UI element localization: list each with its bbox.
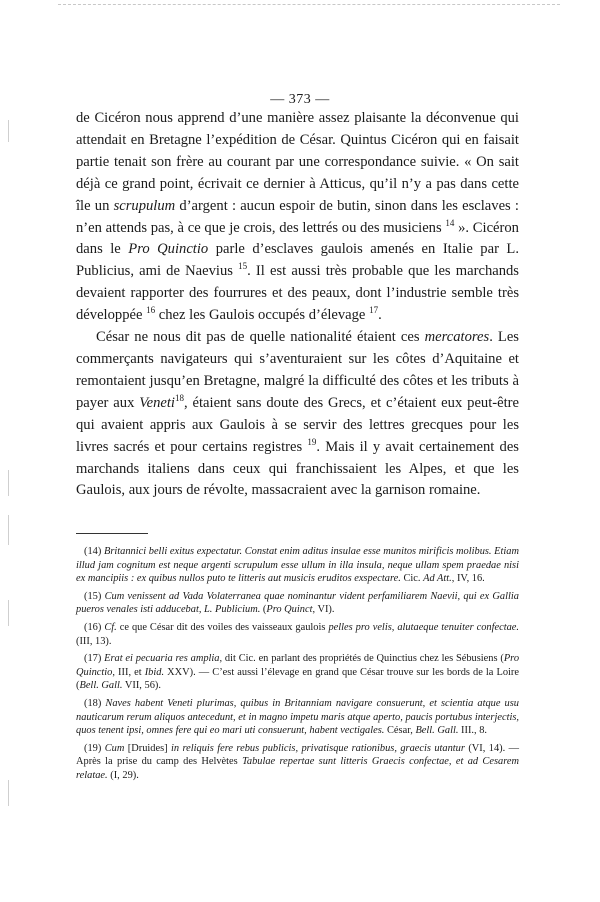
- page-number-value: 373: [288, 92, 312, 107]
- main-text: [76, 108, 519, 502]
- footnote-ref-16[interactable]: 16: [146, 305, 156, 316]
- scan-margin-mark: [8, 470, 9, 496]
- footnote-ref-17[interactable]: 17: [369, 305, 379, 316]
- footnote-19: (19) Cum [Druides] in reliquis fere rebus publicis, privatisque rationibus, graecis utantur (VI, 14). — Après la prise du camp des Helvètes Tabulae repertae sunt litteris Graecis confectae, et ad Cesarem relatae. (I, 29).: [76, 742, 519, 781]
- page-number-dash: —: [315, 92, 330, 107]
- footnote-ref-15[interactable]: 15: [238, 261, 248, 272]
- page-number-dash: —: [270, 92, 285, 107]
- page-number: [0, 92, 600, 108]
- footnote-15: (15) Cum venissent ad Vada Volaterranea quae nominantur vident perfamiliarem Naevii, qui ex Gallia pueros venales isti adducebat, L. Publicium. (Pro Quinct, VI).: [76, 590, 519, 616]
- footnote-18: (18) Naves habent Veneti plurimas, quibus in Britanniam navigare consuerunt, et scientia atque usu nauticarum rerum aliquos antecedunt, et in magno impetu maris atque aperto, paucis portubus interjectis, quos tenent ipsi, omnes fere qui eo mari uti consuerunt, habent vectigales. César, Bell. Gall. III., 8.: [76, 697, 519, 737]
- scan-margin-mark: [8, 120, 9, 142]
- footnotes: [76, 545, 519, 787]
- scan-top-edge: [58, 4, 560, 5]
- footnote-14: (14) Britannici belli exitus expectatur. Constat enim aditus insulae esse munitos mirificis molibus. Etiam illud jam cognitum est neque argenti scrupulum esse ullum in illa insula, neque ullam spem praedae nisi ex mancipiis : ex quibus nullos puto te litteris aut musicis eruditos exspectare. Cic. Ad Att., IV, 16.: [76, 546, 519, 585]
- paragraph-2: César ne nous dit pas de quelle nationalité étaient ces mercatores. Les commerçants navigateurs qui s’aventuraient sur les côtes d’Aquitaine et remontaient jusqu’en Bretagne, malgré la difficulté des côtes et les tributs à payer aux Veneti$^{18}$, étaient sans doute des Grecs, et c’étaient eux peut-être qui avaient appris aux Gaulois à se servir des lettres grecques pour les livres sacrés et pour certains registres $^{19}$. Mais il y avait certainement des marchands italiens dans ceux qui franchissaient les Alpes, et que les Gaulois, aux jours de révolte, massacraient avec la garnison romaine.: [76, 329, 520, 499]
- footnote-16: (16) Cf. ce que César dit des voiles des vaisseaux gaulois pelles pro velis, alutaeque tenuiter confectae. (III, 13).: [76, 621, 520, 647]
- scan-margin-mark: [8, 780, 9, 806]
- footnote-ref-19[interactable]: 19: [307, 436, 317, 447]
- scan-margin-mark: [8, 515, 9, 545]
- scan-margin-mark: [8, 600, 9, 626]
- paragraph-1: de Cicéron nous apprend d’une manière assez plaisante la déconvenue qui attendait en Bretagne l’expédition de César. Quintus Cicéron qui en faisait partie tenait son frère au courant par une correspondance suivie. « On sait déjà ce grand point, écrivait ce dernier à Atticus, qu’il n’y a pas dans cette île un scrupulum d’argent : aucun espoir de butin, sinon dans les esclaves : n’en attends pas, à ce que je crois, des lettrés ou des musiciens $^{14}$ ». Cicéron dans le Pro Quinctio parle d’esclaves gaulois amenés en Italie par L. Publicius, ami de Naevius $^{15}$. Il est aussi très probable que les marchands devaient rapporter des fourrures et des peaux, dont l’industrie semble très développée $^{16}$ chez les Gaulois occupés d’élevage $^{17}$.: [76, 110, 519, 324]
- footnote-ref-14[interactable]: 14: [445, 217, 455, 228]
- footnote-17: (17) Erat ei pecuaria res amplia, dit Cic. en parlant des propriétés de Quinctius chez les Sébusiens (Pro Quinctio, III, et Ibid. XXV). — C’est aussi l’élevage en grand que César trouve sur les bords de la Loire (Bell. Gall. VII, 56).: [76, 653, 520, 692]
- footnote-separator: [76, 533, 148, 534]
- footnote-ref-18[interactable]: 18: [174, 392, 184, 403]
